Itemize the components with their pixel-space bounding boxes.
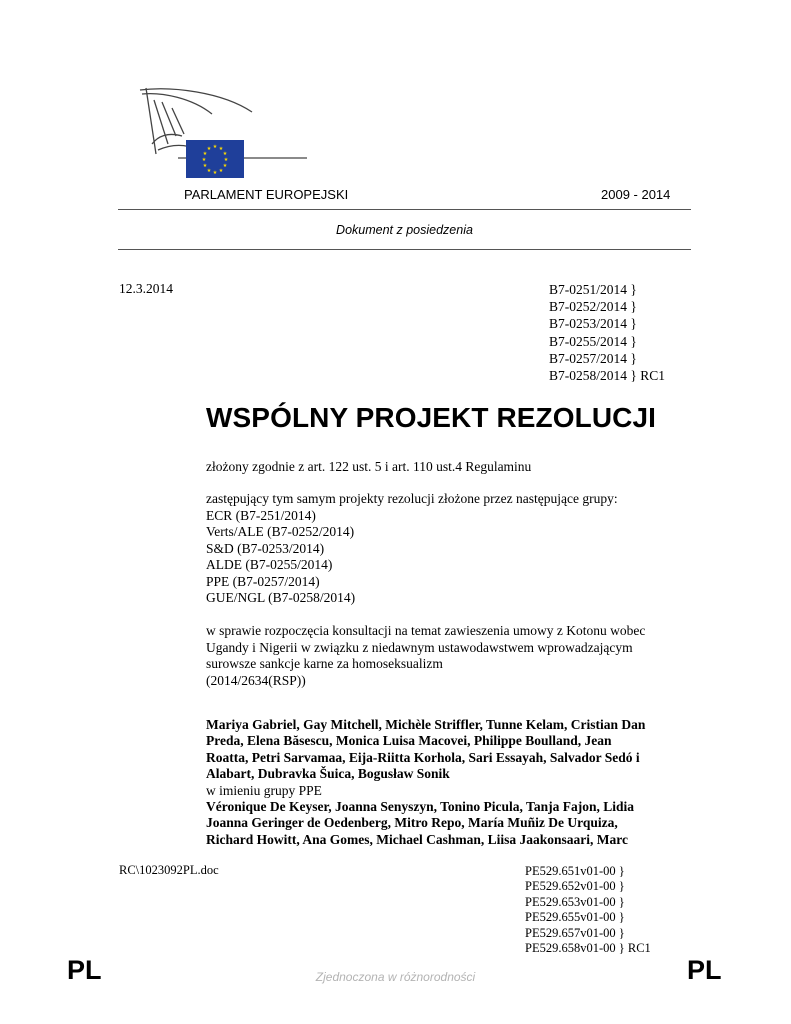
header-rule-top [118,209,691,210]
reference-line: B7-0255/2014 } [549,333,637,349]
header-rule-bottom [118,249,691,250]
author-names-line: Véronique De Keyser, Joanna Senyszyn, Tonino Picula, Tanja Fajon, Lidia [206,799,634,815]
reference-line: B7-0258/2014 } RC1 [549,368,665,384]
language-code-right: PL [687,955,722,985]
submitted-under: złożony zgodnie z art. 122 ust. 5 i art. 110 ust.4 Regulaminu [206,459,532,474]
parliamentary-term: 2009 - 2014 [601,187,671,202]
svg-text:★: ★ [206,168,212,174]
author-names-line: Joanna Geringer de Oedenberg, Mitro Repo, María Muñiz De Urquiza, [206,815,618,831]
pe-reference-line: PE529.655v01-00 } [525,910,625,925]
file-reference: RC\1023092PL.doc [119,863,219,877]
author-names-line: Mariya Gabriel, Gay Mitchell, Michèle Striffler, Tunne Kelam, Cristian Dan [206,717,646,732]
replacing-groups [206,491,696,607]
author-names-line: Preda, Elena Băsescu, Monica Luisa Macovei, Philippe Boulland, Jean [206,733,612,749]
pe-references [525,864,651,956]
european-parliament-logo [132,84,307,184]
resolution-subject [206,623,696,689]
subject-line: w sprawie rozpoczęcia konsultacji na temat zawieszenia umowy z Kotonu wobec [206,623,646,638]
subject-line: surowsze sankcje karne za homoseksualizm [206,656,443,671]
group-line: ECR (B7-251/2014) [206,507,316,523]
svg-text:★: ★ [223,157,229,163]
group-label: w imieniu grupy PPE [206,782,322,798]
group-line: Verts/ALE (B7-0252/2014) [206,524,355,539]
document-title: WSPÓLNY PROJEKT REZOLUCJI [206,402,657,433]
svg-text:★: ★ [201,157,207,163]
document-date: 12.3.2014 [119,281,173,296]
svg-text:★: ★ [218,168,224,174]
author-names-line: Alabart, Dubravka Šuica, Bogusław Sonik [206,766,450,782]
group-line: PPE (B7-0257/2014) [206,573,320,589]
group-line: S&D (B7-0253/2014) [206,540,325,556]
procedure-number: (2014/2634(RSP)) [206,672,306,688]
pe-reference-line: PE529.653v01-00 } [525,894,625,909]
pe-reference-line: PE529.658v01-00 } RC1 [525,941,651,956]
document-type: Dokument z posiedzenia [336,223,473,237]
svg-text:★: ★ [218,146,224,152]
svg-text:★: ★ [212,144,218,150]
pe-reference-line: PE529.657v01-00 } [525,925,625,940]
author-names-line: Roatta, Petri Sarvamaa, Eija-Riitta Korhola, Sari Essayah, Salvador Sedó i [206,749,640,765]
institution-name: PARLAMENT EUROPEJSKI [184,187,349,202]
reference-line: B7-0252/2014 } [549,299,637,315]
svg-text:★: ★ [222,151,228,157]
authors-block [206,717,696,848]
pe-reference-line: PE529.652v01-00 } [525,879,625,894]
group-line: GUE/NGL (B7-0258/2014) [206,590,356,605]
reference-line: B7-0253/2014 } [549,316,637,332]
subject-line: Ugandy i Nigerii w związku z niedawnym ustawodawstwem wprowadzającym [206,639,633,655]
replacing-intro: zastępujący tym samym projekty rezolucji złożone przez następujące grupy: [206,491,618,506]
pe-reference-line: PE529.651v01-00 } [525,864,625,878]
group-line: ALDE (B7-0255/2014) [206,557,333,572]
eu-motto: Zjednoczona w różnorodności [315,970,476,984]
svg-text:★: ★ [202,163,208,169]
reference-line: B7-0257/2014 } [549,350,637,366]
reference-line: B7-0251/2014 } [549,282,637,297]
svg-text:★: ★ [212,170,218,176]
language-code-left: PL [67,955,102,985]
svg-text:★: ★ [206,146,212,152]
author-names-line: Richard Howitt, Ana Gomes, Michael Cashman, Liisa Jaakonsaari, Marc [206,831,629,847]
document-references [549,281,665,384]
svg-text:★: ★ [202,151,208,157]
svg-text:★: ★ [222,163,228,169]
